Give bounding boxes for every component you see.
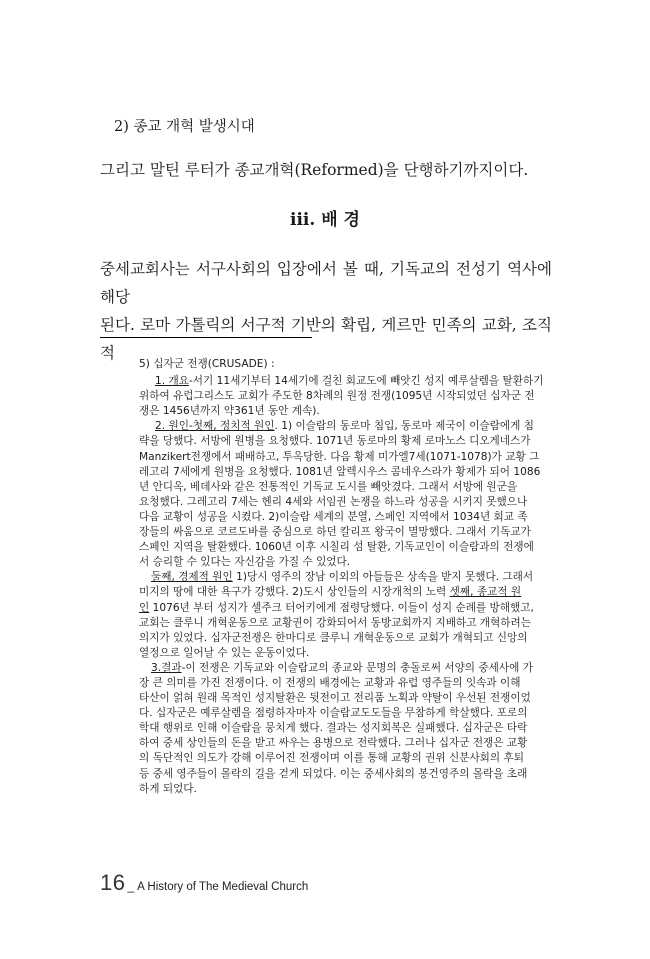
- footnote-label: 셋째, 종교적 원: [449, 586, 522, 599]
- footnote-line: 하여 중세 상인들의 돈을 받고 싸우는 용병으로 전락했다. 그러나 십자군 전쟁은 교황: [139, 737, 528, 750]
- footnote-line: 둘째, 경제적 원인 1)당시 영주의 장남 이외의 아들들은 상속을 받지 못했다. 그래서: [151, 571, 534, 584]
- para2-line: 된다. 로마 가톨릭의 서구적 기반의 확립, 게르만 민족의 교화, 조직적: [100, 316, 552, 362]
- footnote-line: 1. 개요-서기 11세기부터 14세기에 걸친 회교도에 빼앗긴 성지 예루살렘을 탈환하기: [155, 375, 544, 388]
- footnote-line: 교회는 클루니 개혁운동으로 교황권이 강화되어서 동방교회까지 지배하고 개혁하려는: [139, 616, 531, 629]
- page-footer: [100, 870, 308, 896]
- footnote-line: 쟁은 1456년까지 약361년 동안 계속).: [139, 405, 320, 418]
- footnote-line: 열정으로 일어날 수 있는 운동이었다.: [139, 646, 310, 659]
- footnote-divider: [100, 337, 312, 338]
- footnote-label: 3.결과: [151, 661, 182, 674]
- footnote-line: 학대 행위로 인해 이슬람을 뭉치게 했다. 결과는 성지회복은 실패했다. 십자군은 타락: [139, 722, 528, 735]
- footnote-line: 3.결과-이 전쟁은 기독교와 이슬람교의 종교와 문명의 충돌로써 서양의 중세사에 가: [151, 661, 533, 674]
- body-paragraph-1: 그리고 말틴 루터가 종교개혁(Reformed)을 단행하기까지이다.: [100, 161, 529, 179]
- footnote-line: 2. 원인-첫째, 정치적 원인. 1) 이슬람의 동로마 침입, 동로마 제국이 이슬람에게 침: [155, 420, 534, 433]
- footnote-item-result: [139, 661, 553, 797]
- footnote-label: 2. 원인-첫째, 정치적 원인: [155, 420, 275, 433]
- footnote-line: 인 1076년 부터 성지가 셀주크 터어키에게 점령당했다. 이들이 성지 순례를 방해했고,: [139, 601, 534, 614]
- section-title: iii. 배 경: [290, 210, 360, 230]
- footnote-item-overview: [139, 374, 553, 419]
- footnote-line: 레고리 7세에게 원병을 요청했다. 1081년 알렉시우스 콤네우스라가 황제가 되어 1086: [139, 465, 541, 478]
- footnote-line: 서 승리할 수 있다는 자신감을 가질 수 있었다.: [139, 556, 351, 569]
- footnote-line: 의지가 있었다. 십자군전쟁은 한마디로 클루니 개혁운동으로 교회가 개혁되고 신앙의: [139, 631, 528, 644]
- footnote-line: 스페인 지역을 탈환했다. 1060년 이후 시칠리 섬 탈환, 기독교인이 이슬람과의 전쟁에: [139, 541, 534, 554]
- footnote-line: 위하여 유럽그리스도 교회가 주도한 8차례의 원정 전쟁(1095년 시작되었던 십자군 전: [139, 390, 535, 403]
- footer-separator: _: [127, 879, 135, 893]
- footnote-line: 미지의 땅에 대한 욕구가 강했다. 2)도시 상인들의 시장개척의 노력 셋째, 종교적 원: [139, 586, 522, 599]
- body-paragraph-2: [100, 255, 552, 367]
- footnote-label: 인: [139, 601, 150, 614]
- footnote-head: 5) 십자군 전쟁(CRUSADE) :: [139, 358, 275, 370]
- footnote-label: 둘째, 경제적 원인: [151, 571, 233, 584]
- footnote-line: 하게 되었다.: [139, 782, 197, 795]
- footnote-line: 요청했다. 그레고리 7세는 헨리 4세와 서임권 논쟁을 하느라 성공을 시키지 못했으나: [139, 495, 528, 508]
- footnote-line: 의 독단적인 의도가 강해 이루어진 전쟁이며 이를 통해 교황의 권위 신분사회의 후퇴: [139, 752, 524, 765]
- footnote-item-cause-economic: [139, 570, 553, 661]
- footnote-line: 략을 당했다. 서방에 원병을 요청했다. 1071년 동로마의 황제 로마노스 디오게네스가: [139, 435, 531, 448]
- book-title: A History of The Medieval Church: [137, 881, 309, 893]
- footnote: [139, 357, 553, 797]
- footnote-line: 다. 십자군은 예루살렘을 점령하자마자 이슬람교도도들을 무참하게 학살했다. 포로의: [139, 707, 528, 720]
- footnote-line: 등 중세 영주들이 몰락의 길을 걷게 되었다. 이는 중세사회의 봉건영주의 몰락을 초래: [139, 767, 528, 780]
- footnote-line: 다음 교황이 성공을 시켰다. 2)이슬람 세계의 분열, 스페인 지역에서 1034년 회교 족: [139, 510, 528, 523]
- footnote-line: 장들의 싸움으로 코르도바를 중심으로 하던 칼리프 왕국이 멸망했다. 그래서 기독교가: [139, 526, 531, 539]
- footnote-line: 년 안디옥, 베데사와 같은 전통적인 기독교 도시를 빼앗겼다. 그래서 서방에 원군을: [139, 480, 518, 493]
- para2-line: 중세교회사는 서구사회의 입장에서 볼 때, 기독교의 전성기 역사에 해당: [100, 260, 552, 306]
- footnote-label: 1. 개요: [155, 375, 189, 388]
- footnote-item-cause-political: [139, 419, 553, 570]
- page-number: 16: [100, 870, 126, 895]
- footnote-line: 장 큰 의미를 가진 전쟁이다. 이 전쟁의 배경에는 교황과 유럽 영주들의 잇속과 이해: [139, 676, 521, 689]
- footnote-line: Manzikert전쟁에서 패배하고, 투옥당한. 다음 황제 미가엘7세(1071-1078)가 교황 그: [139, 450, 540, 463]
- footnote-line: 타산이 얽혀 원래 목적인 성지탈환은 뒷전이고 전리품 노획과 약탈이 우선된 전쟁이었: [139, 692, 531, 705]
- subheading: 2) 종교 개혁 발생시대: [114, 119, 255, 135]
